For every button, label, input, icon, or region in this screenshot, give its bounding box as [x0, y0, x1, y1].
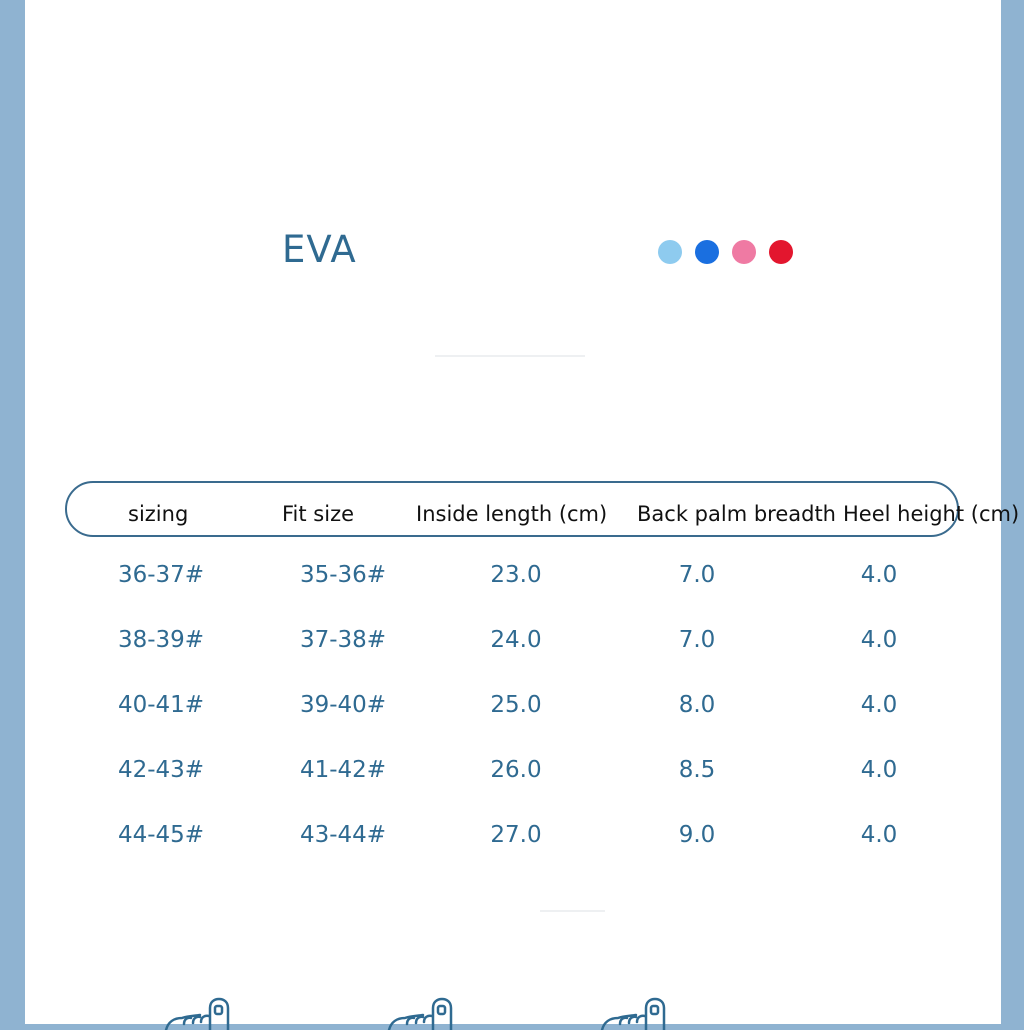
table-cell: 4.0	[860, 757, 898, 783]
foot-icon	[162, 996, 252, 1030]
table-cell: 7.0	[678, 562, 716, 588]
table-cell: 24.0	[490, 627, 542, 653]
table-cell: 42-43#	[117, 757, 205, 783]
color-swatch-pink	[732, 240, 756, 264]
material-label: EVA	[282, 228, 357, 271]
table-cell: 8.5	[678, 757, 716, 783]
table-cell: 4.0	[860, 692, 898, 718]
color-swatch-light-blue	[658, 240, 682, 264]
color-swatch-blue	[695, 240, 719, 264]
foot-icon	[598, 996, 688, 1030]
foot-icon	[385, 996, 475, 1030]
divider	[435, 355, 585, 357]
table-cell: 4.0	[860, 822, 898, 848]
table-cell: 40-41#	[117, 692, 205, 718]
table-cell: 41-42#	[299, 757, 387, 783]
table-cell: 25.0	[490, 692, 542, 718]
table-cell: 9.0	[678, 822, 716, 848]
table-cell: 43-44#	[299, 822, 387, 848]
table-cell: 44-45#	[117, 822, 205, 848]
table-cell: 4.0	[860, 627, 898, 653]
table-cell: 35-36#	[299, 562, 387, 588]
table-cell: 7.0	[678, 627, 716, 653]
size-chart-page	[25, 0, 1020, 1024]
table-cell: 27.0	[490, 822, 542, 848]
table-cell: 39-40#	[299, 692, 387, 718]
table-cell: 38-39#	[117, 627, 205, 653]
header-back-palm-breadth: Back palm breadth	[637, 502, 836, 526]
table-cell: 37-38#	[299, 627, 387, 653]
table-cell: 4.0	[860, 562, 898, 588]
header-sizing: sizing	[128, 502, 189, 526]
header-heel-height: Heel height (cm)	[843, 502, 1020, 526]
table-cell: 36-37#	[117, 562, 205, 588]
color-swatches	[658, 240, 793, 264]
table-cell: 8.0	[678, 692, 716, 718]
color-swatch-red	[769, 240, 793, 264]
header-fit-size: Fit size	[282, 502, 355, 526]
header-inside-length: Inside length (cm)	[416, 502, 608, 526]
table-cell: 26.0	[490, 757, 542, 783]
divider	[540, 910, 605, 912]
table-cell: 23.0	[490, 562, 542, 588]
